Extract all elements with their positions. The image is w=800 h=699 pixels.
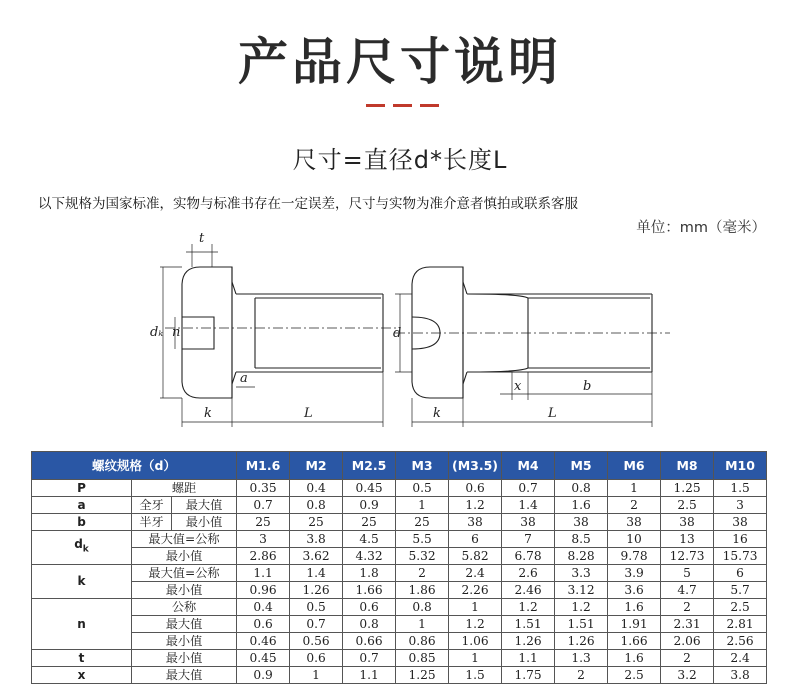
table-cell: 12.73 xyxy=(661,548,714,565)
table-cell: 4.7 xyxy=(661,582,714,599)
size-header: M4 xyxy=(502,452,555,480)
size-header: M6 xyxy=(608,452,661,480)
size-formula: 尺寸=直径d*长度L xyxy=(292,146,508,174)
table-row xyxy=(32,497,767,514)
table-row xyxy=(32,616,767,633)
table-row xyxy=(32,548,767,565)
table-cell: 1.2 xyxy=(449,616,502,633)
table-cell: 1.2 xyxy=(555,599,608,616)
row-symbol: $d_k$ xyxy=(32,531,132,565)
table-cell: 0.35 xyxy=(237,480,290,497)
table-cell: 3.3 xyxy=(555,565,608,582)
table-cell: 1.2 xyxy=(449,497,502,514)
table-row xyxy=(32,633,767,650)
table-cell: 0.5 xyxy=(290,599,343,616)
label-n: n xyxy=(172,325,181,340)
table-cell: 0.8 xyxy=(290,497,343,514)
table-cell: 38 xyxy=(502,514,555,531)
label-dk: dₖ xyxy=(150,325,164,340)
table-cell: 1.51 xyxy=(555,616,608,633)
table-cell: 0.56 xyxy=(290,633,343,650)
table-cell: 1.25 xyxy=(396,667,449,684)
table-cell: 38 xyxy=(714,514,767,531)
table-cell: 1.25 xyxy=(661,480,714,497)
table-cell: 3.2 xyxy=(661,667,714,684)
table-cell: 0.6 xyxy=(343,599,396,616)
table-cell: 1.8 xyxy=(343,565,396,582)
table-cell: 8.5 xyxy=(555,531,608,548)
table-cell: 0.96 xyxy=(237,582,290,599)
unit-label: 单位：mm（毫米） xyxy=(636,220,766,236)
table-cell: 3.9 xyxy=(608,565,661,582)
table-cell: 0.45 xyxy=(237,650,290,667)
table-cell: 2.6 xyxy=(502,565,555,582)
table-cell: 0.8 xyxy=(555,480,608,497)
row-symbol: k xyxy=(32,565,132,599)
table-cell: 0.86 xyxy=(396,633,449,650)
size-header: M1.6 xyxy=(237,452,290,480)
table-cell: 1 xyxy=(396,497,449,514)
table-cell: 1.86 xyxy=(396,582,449,599)
table-cell: 1 xyxy=(290,667,343,684)
table-cell: 2 xyxy=(661,599,714,616)
row-label: 最大值=公称 xyxy=(132,531,237,548)
table-cell: 38 xyxy=(449,514,502,531)
spec-table xyxy=(31,451,767,684)
table-cell: 6 xyxy=(714,565,767,582)
table-cell: 0.46 xyxy=(237,633,290,650)
table-cell: 1.66 xyxy=(608,633,661,650)
row-symbol: n xyxy=(32,599,132,650)
table-cell: 1.6 xyxy=(608,650,661,667)
table-cell: 25 xyxy=(396,514,449,531)
table-cell: 3 xyxy=(714,497,767,514)
row-symbol: t xyxy=(32,650,132,667)
table-cell: 0.8 xyxy=(396,599,449,616)
notice-text: 以下规格为国家标准，实物与标准书存在一定误差，尺寸与实物为准介意者慎拍或联系客服 xyxy=(38,196,578,212)
table-cell: 7 xyxy=(502,531,555,548)
table-cell: 2.4 xyxy=(714,650,767,667)
size-header: M2 xyxy=(290,452,343,480)
table-row xyxy=(32,650,767,667)
page-title: 产品尺寸说明 xyxy=(238,33,562,91)
label-k-right: k xyxy=(433,406,441,421)
table-cell: 2.31 xyxy=(661,616,714,633)
table-cell: 1.5 xyxy=(714,480,767,497)
size-header: M8 xyxy=(661,452,714,480)
table-row xyxy=(32,565,767,582)
table-cell: 0.85 xyxy=(396,650,449,667)
table-row xyxy=(32,582,767,599)
label-b: b xyxy=(583,379,592,394)
row-thread-type: 全牙 xyxy=(132,497,172,514)
row-symbol: b xyxy=(32,514,132,531)
table-cell: 38 xyxy=(555,514,608,531)
row-symbol: a xyxy=(32,497,132,514)
half-thread-screw-drawing xyxy=(395,267,670,427)
table-cell: 2 xyxy=(661,650,714,667)
table-cell: 1.4 xyxy=(290,565,343,582)
table-cell: 1.6 xyxy=(608,599,661,616)
size-header: M3 xyxy=(396,452,449,480)
row-label: 最小值 xyxy=(132,650,237,667)
table-cell: 0.7 xyxy=(237,497,290,514)
table-cell: 0.4 xyxy=(237,599,290,616)
table-cell: 0.6 xyxy=(449,480,502,497)
table-cell: 4.32 xyxy=(343,548,396,565)
table-cell: 1.91 xyxy=(608,616,661,633)
table-cell: 2.81 xyxy=(714,616,767,633)
table-cell: 1.51 xyxy=(502,616,555,633)
table-cell: 25 xyxy=(290,514,343,531)
size-header: M10 xyxy=(714,452,767,480)
table-cell: 0.4 xyxy=(290,480,343,497)
row-label: 最大值 xyxy=(132,667,237,684)
table-cell: 0.5 xyxy=(396,480,449,497)
table-row xyxy=(32,514,767,531)
table-row xyxy=(32,667,767,684)
label-d-left: d xyxy=(393,326,402,341)
row-symbol: x xyxy=(32,667,132,684)
table-cell: 15.73 xyxy=(714,548,767,565)
table-cell: 5.82 xyxy=(449,548,502,565)
table-cell: 3.8 xyxy=(290,531,343,548)
table-cell: 5.32 xyxy=(396,548,449,565)
table-cell: 2.5 xyxy=(608,667,661,684)
row-symbol: P xyxy=(32,480,132,497)
table-cell: 0.9 xyxy=(237,667,290,684)
table-cell: 1.5 xyxy=(449,667,502,684)
table-cell: 38 xyxy=(661,514,714,531)
title-divider xyxy=(366,104,439,107)
table-cell: 0.7 xyxy=(343,650,396,667)
table-cell: 4.5 xyxy=(343,531,396,548)
table-cell: 16 xyxy=(714,531,767,548)
table-cell: 1.3 xyxy=(555,650,608,667)
table-cell: 0.45 xyxy=(343,480,396,497)
label-L-right: L xyxy=(548,406,557,421)
row-label: 最大值=公称 xyxy=(132,565,237,582)
table-cell: 2.86 xyxy=(237,548,290,565)
table-cell: 2 xyxy=(396,565,449,582)
table-head-label: 螺纹规格（d） xyxy=(32,452,237,480)
table-cell: 1.1 xyxy=(343,667,396,684)
table-cell: 1.26 xyxy=(502,633,555,650)
table-cell: 38 xyxy=(608,514,661,531)
table-cell: 0.7 xyxy=(502,480,555,497)
label-t: t xyxy=(199,231,205,246)
table-cell: 2.06 xyxy=(661,633,714,650)
table-cell: 1.2 xyxy=(502,599,555,616)
table-cell: 0.9 xyxy=(343,497,396,514)
table-cell: 0.6 xyxy=(290,650,343,667)
table-cell: 1 xyxy=(608,480,661,497)
table-cell: 1.66 xyxy=(343,582,396,599)
row-label: 最小值 xyxy=(132,548,237,565)
table-cell: 5 xyxy=(661,565,714,582)
row-thread-type: 半牙 xyxy=(132,514,172,531)
row-limit-label: 最小值 xyxy=(172,514,237,531)
table-cell: 1.06 xyxy=(449,633,502,650)
table-cell: 3.6 xyxy=(608,582,661,599)
table-cell: 1.26 xyxy=(555,633,608,650)
table-cell: 2.5 xyxy=(714,599,767,616)
table-cell: 25 xyxy=(237,514,290,531)
table-cell: 9.78 xyxy=(608,548,661,565)
table-cell: 5.5 xyxy=(396,531,449,548)
table-cell: 0.66 xyxy=(343,633,396,650)
table-cell: 6 xyxy=(449,531,502,548)
table-cell: 3 xyxy=(237,531,290,548)
table-header-row xyxy=(32,452,767,480)
table-body xyxy=(32,480,767,684)
table-cell: 3.12 xyxy=(555,582,608,599)
table-cell: 2.26 xyxy=(449,582,502,599)
table-cell: 3.8 xyxy=(714,667,767,684)
table-cell: 2 xyxy=(608,497,661,514)
table-cell: 25 xyxy=(343,514,396,531)
table-cell: 1.75 xyxy=(502,667,555,684)
table-cell: 1 xyxy=(396,616,449,633)
table-cell: 0.6 xyxy=(237,616,290,633)
table-cell: 1 xyxy=(449,599,502,616)
table-cell: 2.5 xyxy=(661,497,714,514)
table-cell: 2.56 xyxy=(714,633,767,650)
label-x: x xyxy=(514,379,522,394)
screw-diagram xyxy=(0,222,800,437)
label-L-left: L xyxy=(304,406,313,421)
row-label: 最小值 xyxy=(132,582,237,599)
table-cell: 1 xyxy=(449,650,502,667)
row-label: 螺距 xyxy=(132,480,237,497)
size-header: M2.5 xyxy=(343,452,396,480)
table-cell: 1.1 xyxy=(237,565,290,582)
table-cell: 1.26 xyxy=(290,582,343,599)
size-header: M5 xyxy=(555,452,608,480)
size-header: (M3.5) xyxy=(449,452,502,480)
table-cell: 0.7 xyxy=(290,616,343,633)
row-label: 最小值 xyxy=(132,633,237,650)
table-cell: 2.4 xyxy=(449,565,502,582)
table-cell: 8.28 xyxy=(555,548,608,565)
table-cell: 10 xyxy=(608,531,661,548)
table-cell: 3.62 xyxy=(290,548,343,565)
full-thread-screw-drawing xyxy=(160,244,400,427)
table-cell: 1.1 xyxy=(502,650,555,667)
table-cell: 2 xyxy=(555,667,608,684)
row-label: 公称 xyxy=(132,599,237,616)
table-row xyxy=(32,599,767,616)
table-cell: 6.78 xyxy=(502,548,555,565)
table-cell: 5.7 xyxy=(714,582,767,599)
label-k-left: k xyxy=(204,406,212,421)
table-cell: 13 xyxy=(661,531,714,548)
table-cell: 0.8 xyxy=(343,616,396,633)
row-limit-label: 最大值 xyxy=(172,497,237,514)
table-row xyxy=(32,480,767,497)
table-cell: 2.46 xyxy=(502,582,555,599)
table-row xyxy=(32,531,767,548)
row-label: 最大值 xyxy=(132,616,237,633)
label-a: a xyxy=(240,371,248,386)
table-cell: 1.4 xyxy=(502,497,555,514)
table-cell: 1.6 xyxy=(555,497,608,514)
